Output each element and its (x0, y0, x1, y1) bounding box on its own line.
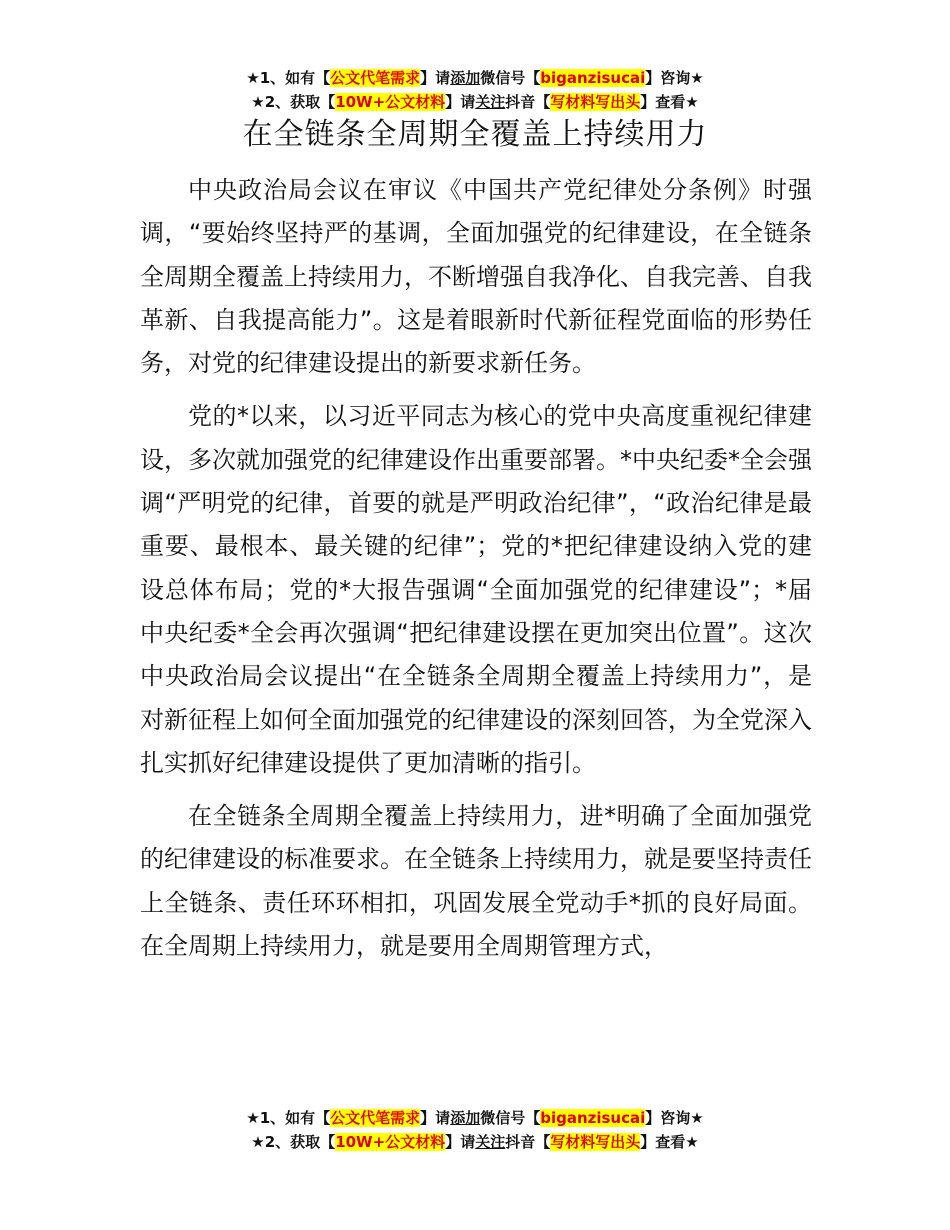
banner-text: 】咨询★ (645, 69, 704, 87)
header-banner-line-2 (0, 90, 950, 114)
banner-text: 】咨询★ (645, 1109, 704, 1127)
banner-text: 】查看★ (640, 93, 699, 111)
body-paragraph-1: 中央政治局会议在审议《中国共产党纪律处分条例》时强调，“要始终坚持严的基调，全面加强党的纪律建设，在全链条全周期全覆盖上持续用力，不断增强自我净化、自我完善、自我革新、自我提高能力”。这是着眼新时代新征程党面临的形势任务，对党的纪律建设提出的新要求新任务。 (140, 176, 812, 378)
banner-highlight: biganzisucai (540, 69, 646, 87)
banner-highlight: 公文代笔需求 (330, 69, 421, 87)
banner-text: 】请 (420, 69, 451, 87)
banner-highlight: 10W+公文材料 (335, 93, 446, 111)
footer-banner-line-2 (0, 1130, 950, 1154)
header-banner-line-1 (0, 66, 950, 90)
document-body (140, 169, 812, 978)
banner-text: 】请 (445, 1133, 476, 1151)
banner-underlined-text: 添加 (450, 1109, 481, 1127)
banner-text: 微信号【 (480, 69, 541, 87)
banner-underlined-text: 添加 (450, 69, 481, 87)
banner-text: 抖音【 (505, 93, 551, 111)
banner-highlight: 10W+公文材料 (335, 1133, 446, 1151)
banner-underlined-text: 关注 (475, 1133, 506, 1151)
footer-banner-line-1 (0, 1106, 950, 1130)
banner-text: 】请 (445, 93, 476, 111)
body-paragraph-3: 在全链条全周期全覆盖上持续用力，进*明确了全面加强党的纪律建设的标准要求。在全链条上持续用力，就是要坚持责任上全链条、责任环环相扣，巩固发展全党动手*抓的良好局面。在全周期上持续用力，就是要用全周期管理方式， (140, 802, 812, 961)
banner-text: ★1、如有【 (246, 69, 331, 87)
banner-text: 抖音【 (505, 1133, 551, 1151)
banner-text: 微信号【 (480, 1109, 541, 1127)
banner-underlined-text: 关注 (475, 93, 506, 111)
banner-highlight: 公文代笔需求 (330, 1109, 421, 1127)
banner-highlight: 写材料写出头 (550, 93, 641, 111)
banner-text: ★2、获取【 (251, 93, 336, 111)
banner-text: 】查看★ (640, 1133, 699, 1151)
banner-text: 】请 (420, 1109, 451, 1127)
banner-text: ★2、获取【 (251, 1133, 336, 1151)
banner-highlight: biganzisucai (540, 1109, 646, 1127)
document-title: 在全链条全周期全覆盖上持续用力 (242, 117, 708, 152)
body-paragraph-2: 党的*以来，以习近平同志为核心的党中央高度重视纪律建设，多次就加强党的纪律建设作出重要部署。*中央纪委*全会强调“严明党的纪律，首要的就是严明政治纪律”，“政治纪律是最重要、最根本、最关键的纪律”；党的*把纪律建设纳入党的建设总体布局；党的*大报告强调“全面加强党的纪律建设”；*届中央纪委*全会再次强调“把纪律建设摆在更加突出位置”。这次中央政治局会议提出“在全链条全周期全覆盖上持续用力”，是对新征程上如何全面加强党的纪律建设的深刻回答，为全党深入扎实抓好纪律建设提供了更加清晰的指引。 (140, 402, 812, 777)
footer-banner (0, 1106, 950, 1154)
banner-highlight: 写材料写出头 (550, 1133, 641, 1151)
banner-text: ★1、如有【 (246, 1109, 331, 1127)
header-banner (0, 66, 950, 114)
